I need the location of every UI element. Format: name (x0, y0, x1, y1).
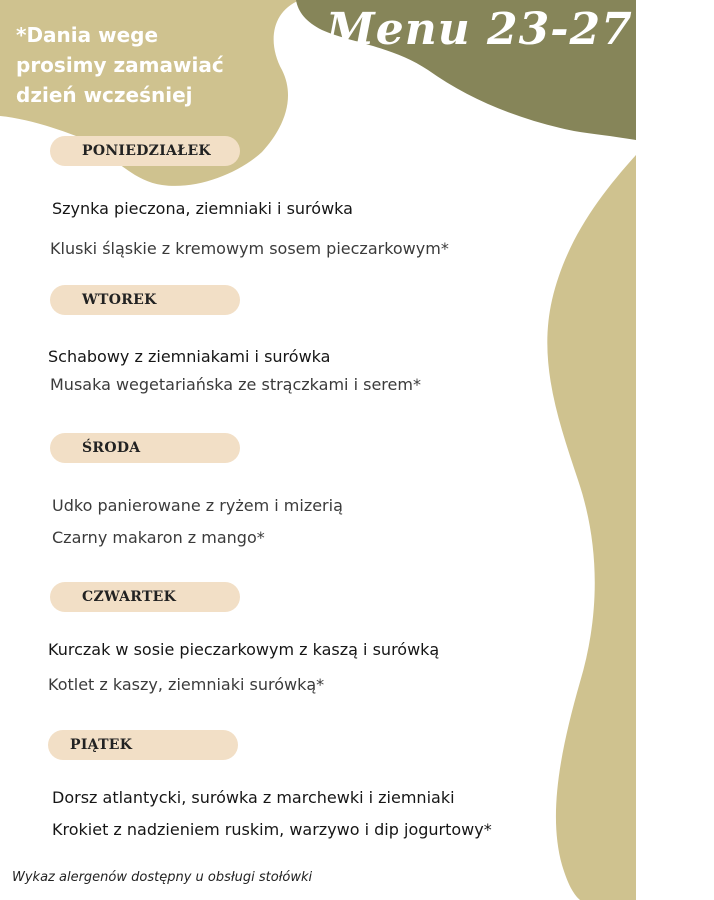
dish-tuesday-vege: Musaka wegetariańska ze strączkami i serem* (50, 375, 421, 394)
menu-title: Menu 23-27 III (326, 4, 714, 55)
note-line-3: dzień wcześniej (16, 83, 193, 107)
day-label: WTOREK (82, 292, 157, 308)
day-header-wednesday (50, 433, 240, 463)
day-header-monday (50, 136, 240, 166)
dish-friday-vege: Krokiet z nadzieniem ruskim, warzywo i dip jogurtowy* (52, 820, 492, 839)
dish-friday-meat: Dorsz atlantycki, surówka z marchewki i ziemniaki (52, 788, 455, 807)
dish-thursday-meat: Kurczak w sosie pieczarkowym z kaszą i surówką (48, 640, 440, 659)
sand-wave-right (547, 155, 636, 900)
allergen-info-footer: Wykaz alergenów dostępny u obsługi stołówki (12, 870, 313, 885)
day-label: PONIEDZIAŁEK (82, 143, 211, 159)
day-label: CZWARTEK (82, 589, 177, 605)
vegetarian-order-note (16, 20, 286, 110)
note-line-2: prosimy zamawiać (16, 53, 224, 77)
day-label: PIĄTEK (70, 737, 133, 753)
note-line-1: *Dania wege (16, 23, 159, 47)
dish-thursday-vege: Kotlet z kaszy, ziemniaki surówką* (48, 675, 325, 694)
dish-monday-vege: Kluski śląskie z kremowym sosem pieczarkowym* (50, 239, 449, 258)
day-header-thursday (50, 582, 240, 612)
day-header-friday (48, 730, 238, 760)
dish-wednesday-meat: Udko panierowane z ryżem i mizerią (52, 496, 343, 515)
day-header-tuesday (50, 285, 240, 315)
dish-monday-meat: Szynka pieczona, ziemniaki i surówka (52, 199, 353, 218)
day-label: ŚRODA (82, 440, 141, 456)
dish-tuesday-meat: Schabowy z ziemniakami i surówka (48, 347, 331, 366)
dish-wednesday-vege: Czarny makaron z mango* (52, 528, 265, 547)
